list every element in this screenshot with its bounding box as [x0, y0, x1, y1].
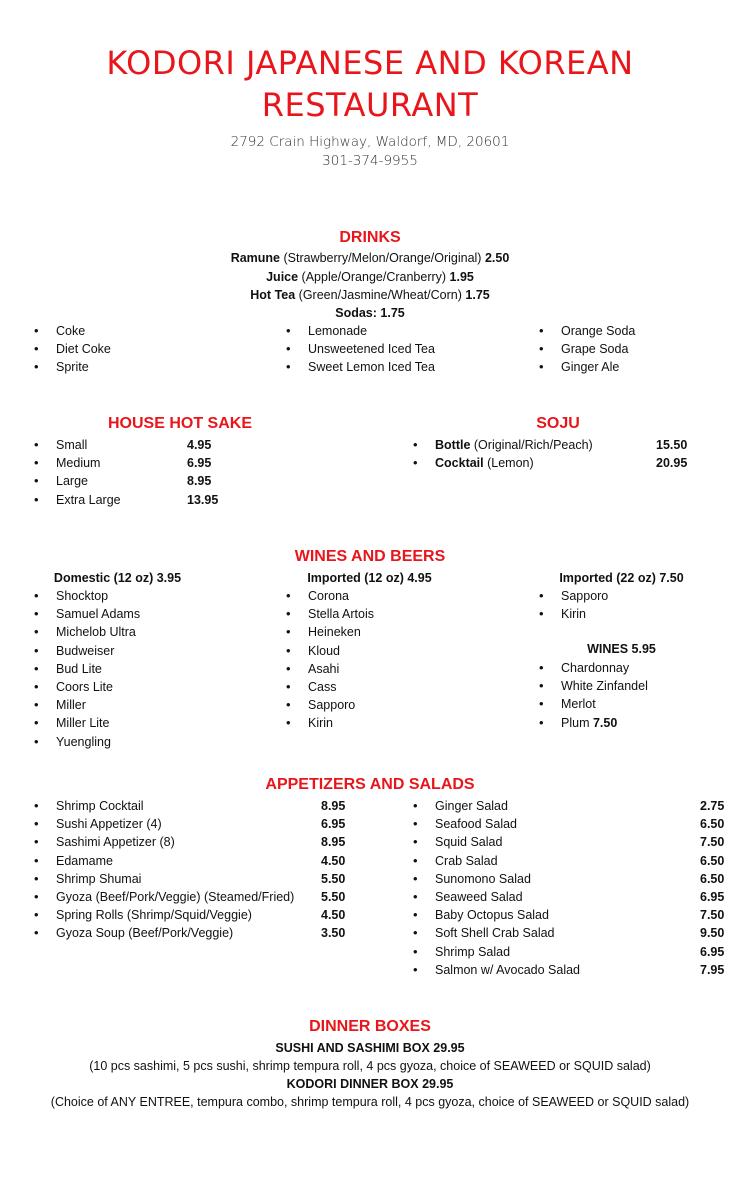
- list-item: • Plum 7.50: [537, 714, 648, 732]
- list-item: • Sapporo: [284, 696, 374, 714]
- sake-list: [32, 436, 252, 509]
- imported-12oz-label: Imported (12 oz) 4.95: [307, 571, 432, 585]
- list-item: • Diet Coke: [32, 340, 111, 358]
- list-item: • Yuengling: [32, 733, 140, 751]
- list-item: • Miller Lite: [32, 714, 140, 732]
- list-item: • Kloud: [284, 642, 374, 660]
- kodori-dinner-box-title: KODORI DINNER BOX 29.95: [286, 1077, 454, 1091]
- list-item: • Extra Large 13.95: [32, 491, 252, 509]
- sodas-list-3: [537, 322, 635, 377]
- list-item: • Orange Soda: [537, 322, 635, 340]
- imported-22oz-list: [537, 587, 608, 623]
- wines-list: [537, 659, 648, 732]
- list-item: • Coors Lite: [32, 678, 140, 696]
- list-item: • Michelob Ultra: [32, 623, 140, 641]
- imported-22oz-label: Imported (22 oz) 7.50: [559, 571, 684, 585]
- restaurant-title: [0, 42, 740, 126]
- title-line-2: RESTAURANT: [261, 86, 479, 124]
- salads-list: [411, 797, 731, 979]
- list-item: • Budweiser: [32, 642, 140, 660]
- drink-line-juice: Juice (Apple/Orange/Cranberry) 1.95: [266, 270, 474, 284]
- list-item: • Cocktail (Lemon) 20.95: [411, 454, 711, 472]
- list-item: • Seafood Salad 6.50: [411, 815, 731, 833]
- soju-heading: SOJU: [536, 415, 580, 432]
- list-item: • Edamame 4.50: [32, 852, 362, 870]
- dinner-boxes-heading: DINNER BOXES: [309, 1018, 431, 1035]
- list-item: • Cass: [284, 678, 374, 696]
- sake-heading: HOUSE HOT SAKE: [107, 415, 252, 432]
- drinks-heading: DRINKS: [339, 229, 401, 246]
- list-item: • Stella Artois: [284, 605, 374, 623]
- list-item: • Chardonnay: [537, 659, 648, 677]
- list-item: • Gyoza Soup (Beef/Pork/Veggie) 3.50: [32, 924, 362, 942]
- list-item: • Sapporo: [537, 587, 608, 605]
- wines-beers-heading: WINES AND BEERS: [294, 548, 446, 565]
- list-item: • Bottle (Original/Rich/Peach) 15.50: [411, 436, 711, 454]
- list-item: • Miller: [32, 696, 140, 714]
- list-item: • Crab Salad 6.50: [411, 852, 731, 870]
- appetizers-list: [32, 797, 362, 943]
- list-item: • Kirin: [537, 605, 608, 623]
- sushi-sashimi-box-title: SUSHI AND SASHIMI BOX 29.95: [275, 1041, 465, 1055]
- list-item: • Squid Salad 7.50: [411, 833, 731, 851]
- list-item: • Soft Shell Crab Salad 9.50: [411, 924, 731, 942]
- sodas-list-2: [284, 322, 435, 377]
- drink-line-ramune: Ramune (Strawberry/Melon/Orange/Original) 2.50: [230, 251, 510, 265]
- title-line-1: KODORI JAPANESE AND KOREAN: [106, 44, 634, 82]
- sushi-sashimi-box-desc: (10 pcs sashimi, 5 pcs sushi, shrimp tempura roll, 4 pcs gyoza, choice of SEAWEED or SQUID salad): [89, 1059, 651, 1073]
- list-item: • Baby Octopus Salad 7.50: [411, 906, 731, 924]
- list-item: • Coke: [32, 322, 111, 340]
- list-item: • Medium 6.95: [32, 454, 252, 472]
- imported-12oz-list: [284, 587, 374, 733]
- list-item: • Shrimp Shumai 5.50: [32, 870, 362, 888]
- list-item: • Sashimi Appetizer (8) 8.95: [32, 833, 362, 851]
- list-item: • Heineken: [284, 623, 374, 641]
- list-item: • Merlot: [537, 695, 648, 713]
- list-item: • Samuel Adams: [32, 605, 140, 623]
- list-item: • Sushi Appetizer (4) 6.95: [32, 815, 362, 833]
- appetizers-heading: APPETIZERS AND SALADS: [265, 776, 475, 793]
- kodori-dinner-box-desc: (Choice of ANY ENTREE, tempura combo, shrimp tempura roll, 4 pcs gyoza, choice of SEAWEED or SQUID salad): [50, 1095, 690, 1109]
- list-item: • Asahi: [284, 660, 374, 678]
- list-item: • Gyoza (Beef/Pork/Veggie) (Steamed/Fried) 5.50: [32, 888, 362, 906]
- list-item: • Shrimp Cocktail 8.95: [32, 797, 362, 815]
- domestic-beer-list: [32, 587, 140, 751]
- soju-list: [411, 436, 711, 472]
- domestic-label: Domestic (12 oz) 3.95: [53, 571, 182, 585]
- list-item: • Kirin: [284, 714, 374, 732]
- list-item: • Sprite: [32, 358, 111, 376]
- list-item: • Sunomono Salad 6.50: [411, 870, 731, 888]
- list-item: • Small 4.95: [32, 436, 252, 454]
- phone: 301-374-9955: [322, 153, 418, 169]
- list-item: • Salmon w/ Avocado Salad 7.95: [411, 961, 731, 979]
- list-item: • Spring Rolls (Shrimp/Squid/Veggie) 4.50: [32, 906, 362, 924]
- list-item: • Grape Soda: [537, 340, 635, 358]
- drink-line-hot-tea: Hot Tea (Green/Jasmine/Wheat/Corn) 1.75: [250, 288, 490, 302]
- list-item: • Corona: [284, 587, 374, 605]
- list-item: • Large 8.95: [32, 472, 252, 490]
- list-item: • Ginger Salad 2.75: [411, 797, 731, 815]
- wines-label: WINES 5.95: [587, 642, 656, 656]
- list-item: • Lemonade: [284, 322, 435, 340]
- list-item: • Seaweed Salad 6.95: [411, 888, 731, 906]
- list-item: • Bud Lite: [32, 660, 140, 678]
- sodas-label: Sodas: 1.75: [335, 306, 405, 320]
- list-item: • White Zinfandel: [537, 677, 648, 695]
- list-item: • Unsweetened Iced Tea: [284, 340, 435, 358]
- list-item: • Shrimp Salad 6.95: [411, 943, 731, 961]
- list-item: • Shocktop: [32, 587, 140, 605]
- sodas-list-1: [32, 322, 111, 377]
- list-item: • Ginger Ale: [537, 358, 635, 376]
- list-item: • Sweet Lemon Iced Tea: [284, 358, 435, 376]
- address: 2792 Crain Highway, Waldorf, MD, 20601: [230, 134, 510, 150]
